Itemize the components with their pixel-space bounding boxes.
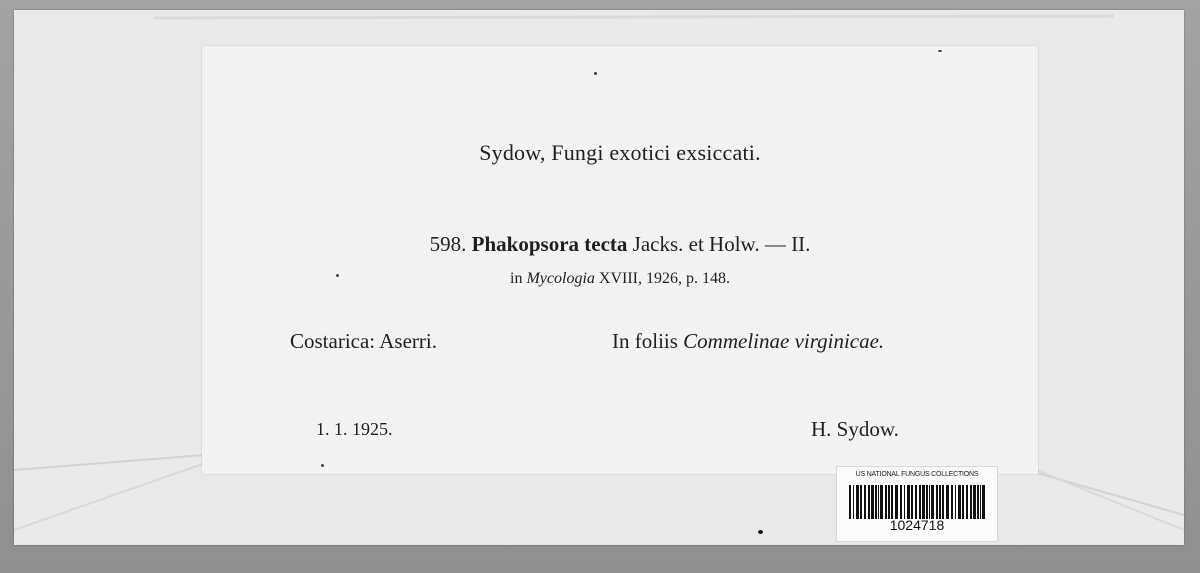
barcode-bar xyxy=(936,485,938,519)
barcode-bar xyxy=(982,485,985,519)
barcode-bar xyxy=(891,485,893,519)
barcode-bar xyxy=(904,485,905,519)
locality: Costarica: Aserri. xyxy=(290,329,437,353)
host-prefix: In foliis xyxy=(612,329,678,353)
barcode-bar xyxy=(871,485,874,519)
barcode-bar xyxy=(977,485,979,519)
barcode-number: 1024718 xyxy=(889,517,945,533)
barcode-heading: US NATIONAL FUNGUS COLLECTIONS xyxy=(855,471,979,478)
barcode-bar xyxy=(980,485,981,519)
species-name: Phakopsora tecta xyxy=(471,232,628,256)
reference-details: XVIII, 1926, p. 148. xyxy=(598,270,730,287)
host-line xyxy=(612,329,884,354)
exsiccata-number: 598. xyxy=(429,232,467,256)
ink-speck xyxy=(336,274,339,277)
barcode-bar xyxy=(973,485,976,519)
species-authority: Jacks. et Holw. — II. xyxy=(632,232,811,256)
barcode-bar xyxy=(880,485,883,519)
ink-speck xyxy=(758,530,763,534)
barcode-bar xyxy=(860,485,862,519)
ink-speck xyxy=(594,72,597,75)
reference-prefix: in xyxy=(510,270,523,287)
barcode-bar xyxy=(922,485,925,519)
barcode-bar xyxy=(907,485,910,519)
barcode-bar xyxy=(958,485,961,519)
collection-date: 1. 1. 1925. xyxy=(316,419,393,439)
barcode-bar xyxy=(926,485,928,519)
barcode-bar xyxy=(885,485,887,519)
ink-speck xyxy=(938,50,942,52)
barcode-bar xyxy=(962,485,964,519)
barcode-bar xyxy=(919,485,921,519)
barcode-bar xyxy=(849,485,851,519)
ink-speck xyxy=(321,464,324,467)
barcode-bar xyxy=(864,485,866,519)
species-line xyxy=(202,232,1038,257)
barcode-bar xyxy=(878,485,879,519)
barcode-bar xyxy=(888,485,890,519)
barcode-bar xyxy=(915,485,917,519)
barcode-bar xyxy=(970,485,972,519)
collector-name: H. Sydow. xyxy=(811,417,899,441)
barcode-bar xyxy=(853,485,854,519)
barcode-bar xyxy=(900,485,902,519)
label-title: Sydow, Fungi exotici exsiccati. xyxy=(479,140,761,165)
barcode-bar xyxy=(929,485,930,519)
barcode-bar xyxy=(939,485,941,519)
host-name: Commelinae virginicae. xyxy=(683,329,885,353)
barcode-bar xyxy=(895,485,898,519)
barcode-bar xyxy=(911,485,913,519)
barcode-graphic xyxy=(849,485,985,519)
barcode-sticker xyxy=(836,466,998,542)
barcode-bar xyxy=(942,485,944,519)
barcode-bar xyxy=(946,485,949,519)
barcode-bar xyxy=(951,485,953,519)
reference-journal: Mycologia xyxy=(526,270,595,287)
reference-line xyxy=(202,270,1038,288)
specimen-label xyxy=(202,46,1038,474)
barcode-bar xyxy=(875,485,877,519)
specimen-envelope xyxy=(14,10,1184,545)
barcode-bar xyxy=(868,485,870,519)
barcode-bar xyxy=(856,485,859,519)
barcode-bar xyxy=(931,485,934,519)
barcode-bar xyxy=(966,485,968,519)
barcode-bar xyxy=(955,485,956,519)
